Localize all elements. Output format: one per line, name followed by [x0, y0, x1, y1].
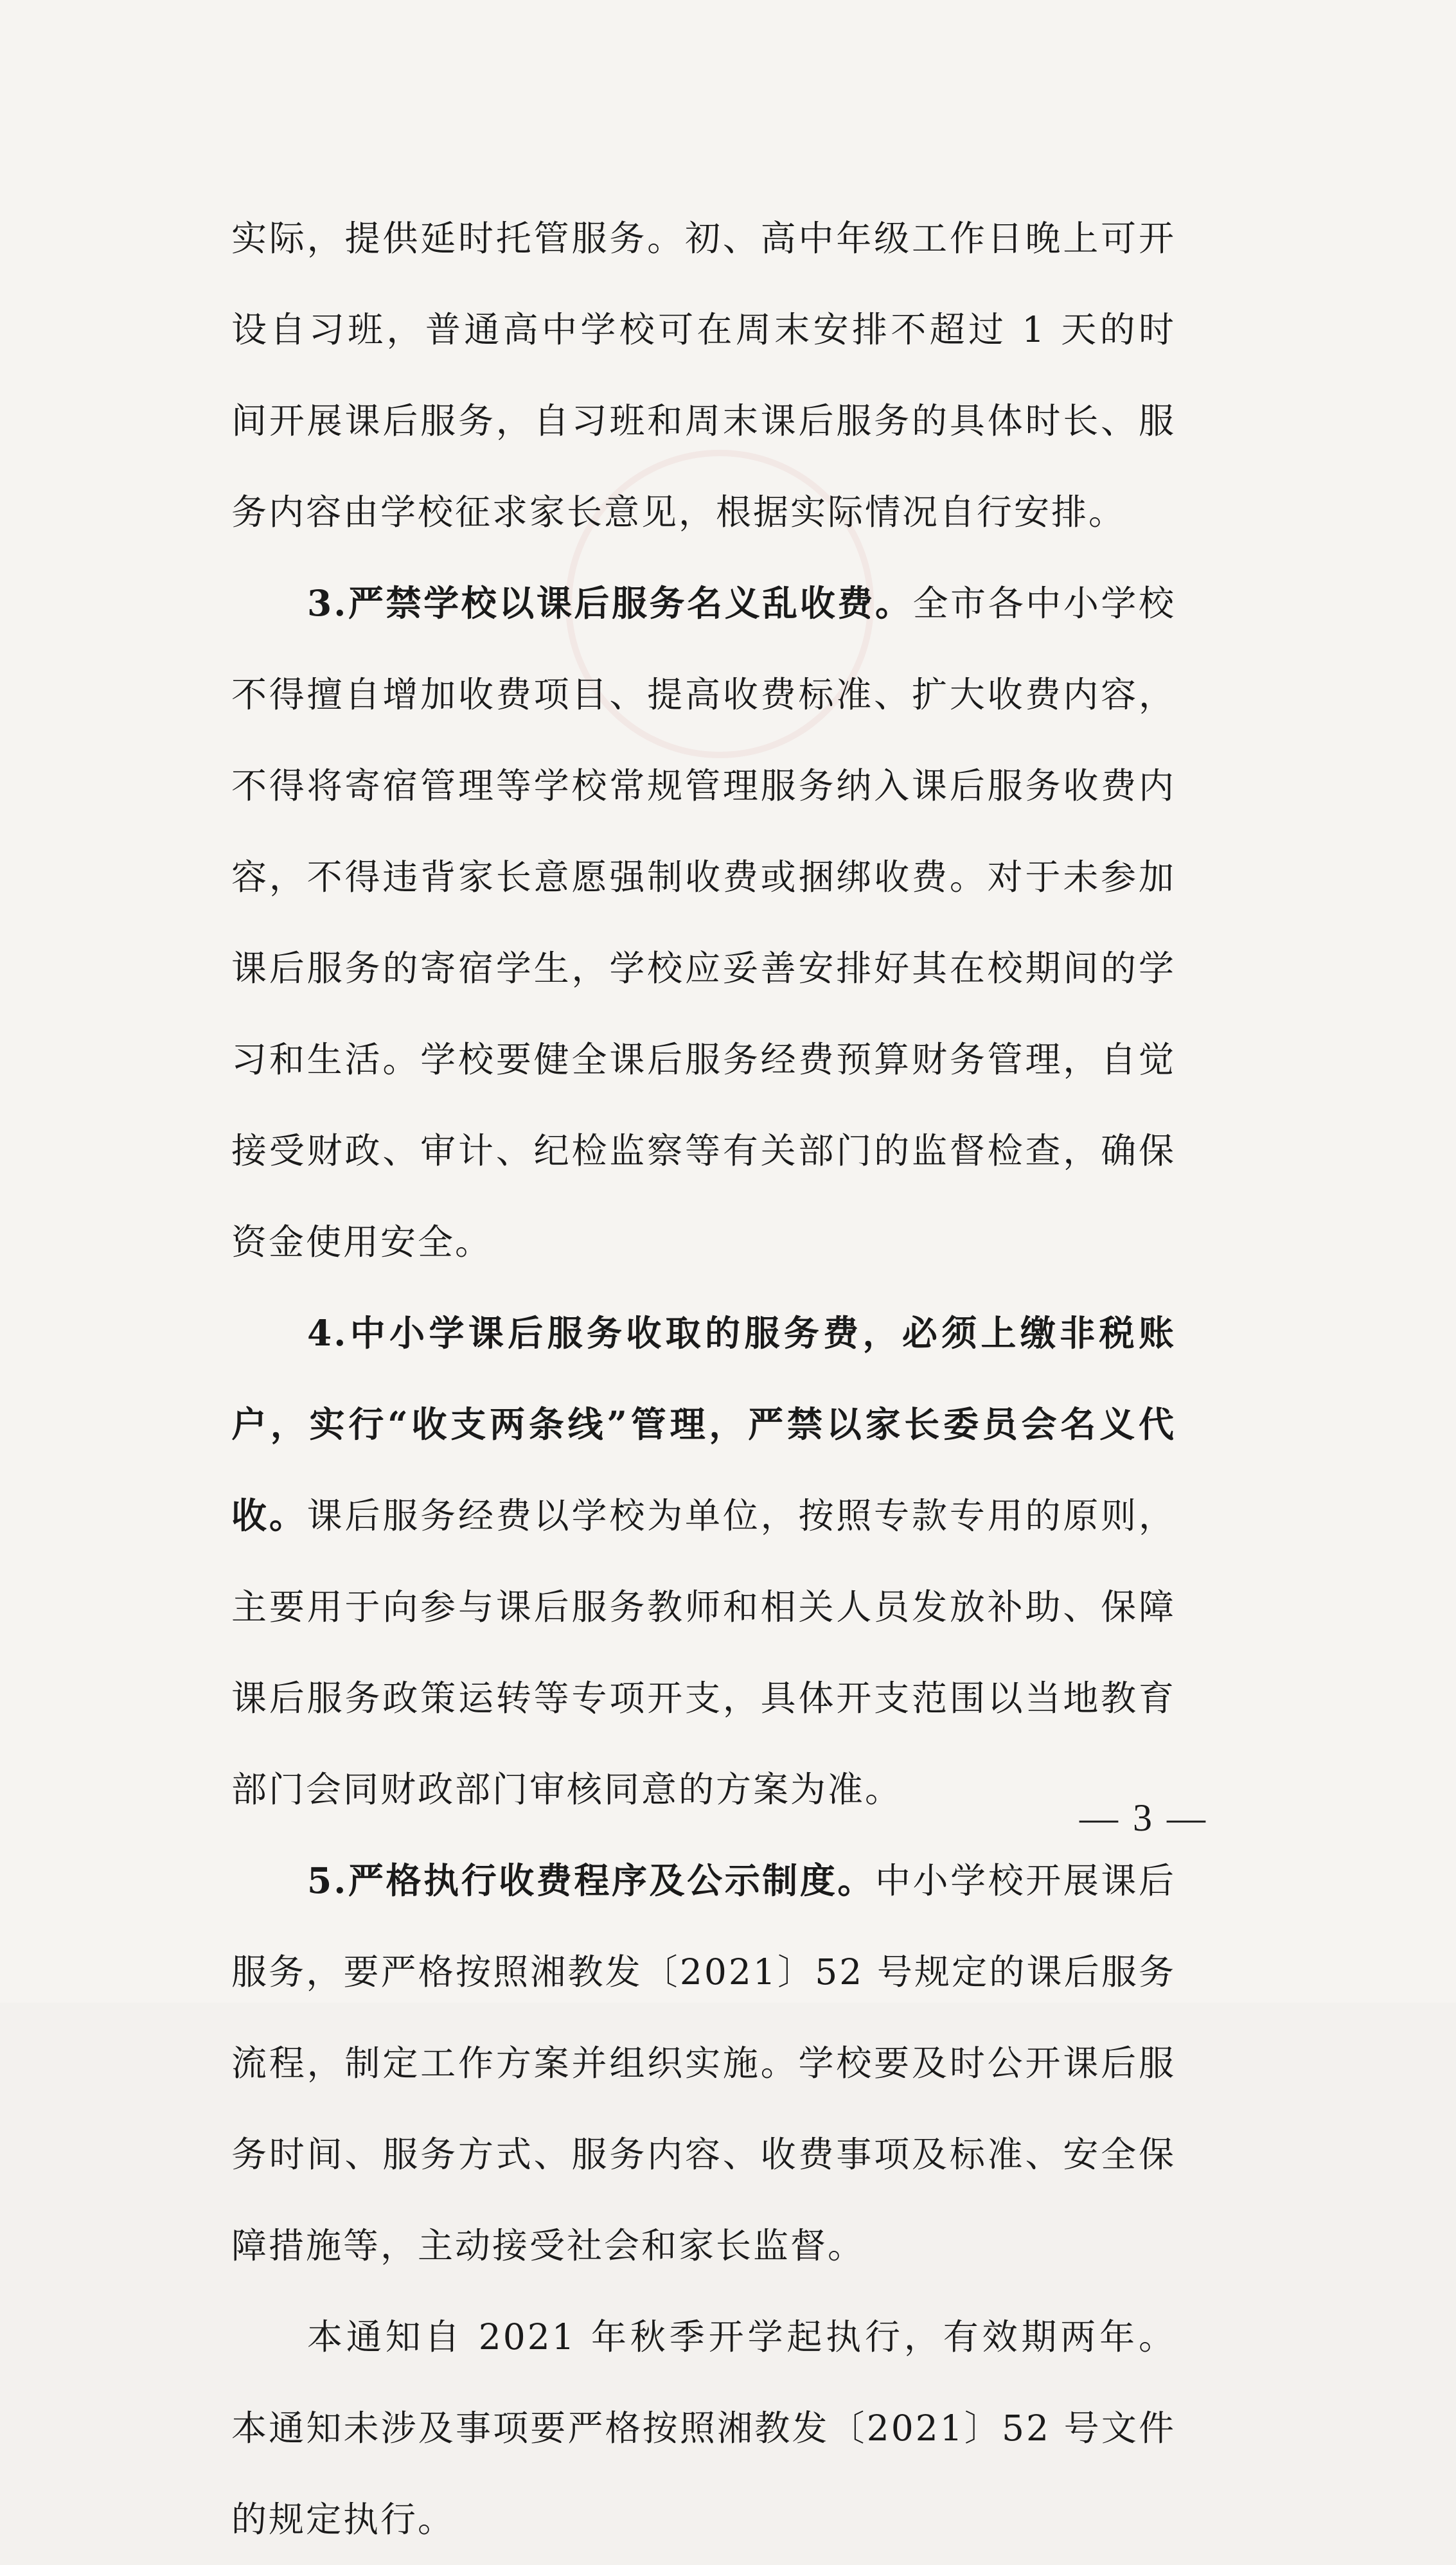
paragraph-heading: 4.中小学课后服务收取的服务费，必须上缴非税账户，实行“收支两条线”管理，严禁以家长委员会名义代收。 — [231, 1312, 1176, 1536]
paragraph-text: 课后服务经费以学校为单位，按照专款专用的原则，主要用于向参与课后服务教师和相关人员发放补助、保障课后服务政策运转等专项开支，具体开支范围以当地教育部门会同财政部门审核同意的方案为准。 — [231, 1495, 1176, 1810]
paragraph-item-4 — [231, 1288, 1176, 1835]
paragraph-text: 全市各中小学校不得擅自增加收费项目、提高收费标准、扩大收费内容，不得将寄宿管理等学校常规管理服务纳入课后服务收费内容，不得违背家长意愿强制收费或捆绑收费。对于未参加课后服务的寄宿学生，学校应妥善安排好其在校期间的学习和生活。学校要健全课后服务经费预算财务管理，自觉接受财政、审计、纪检监察等有关部门的监督检查，确保资金使用安全。 — [231, 583, 1176, 1263]
paragraph-heading: 5.严格执行收费程序及公示制度。 — [307, 1859, 875, 1901]
paragraph-item-3 — [231, 558, 1176, 1288]
paragraph-item-5 — [231, 1835, 1176, 2291]
paragraph-text: 本通知自 2021 年秋季开学起执行，有效期两年。本通知未涉及事项要严格按照湘教发〔2021〕52 号文件的规定执行。 — [231, 2316, 1176, 2540]
paragraph-heading: 3.严禁学校以课后服务名义乱收费。 — [307, 582, 913, 624]
paragraph-continuation — [231, 193, 1176, 558]
page-number: — 3 — — [1079, 1797, 1208, 1839]
paragraph-effective-date — [231, 2291, 1176, 2565]
document-body — [231, 193, 1176, 2565]
paragraph-text: 实际，提供延时托管服务。初、高中年级工作日晚上可开设自习班，普通高中学校可在周末安排不超过 1 天的时间开展课后服务，自习班和周末课后服务的具体时长、服务内容由学校征求家长意见，根据实际情况自行安排。 — [231, 218, 1176, 533]
paragraph-text: 中小学校开展课后服务，要严格按照湘教发〔2021〕52 号规定的课后服务流程，制定工作方案并组织实施。学校要及时公开课后服务时间、服务方式、服务内容、收费事项及标准、安全保障措施等，主动接受社会和家长监督。 — [231, 1860, 1176, 2266]
